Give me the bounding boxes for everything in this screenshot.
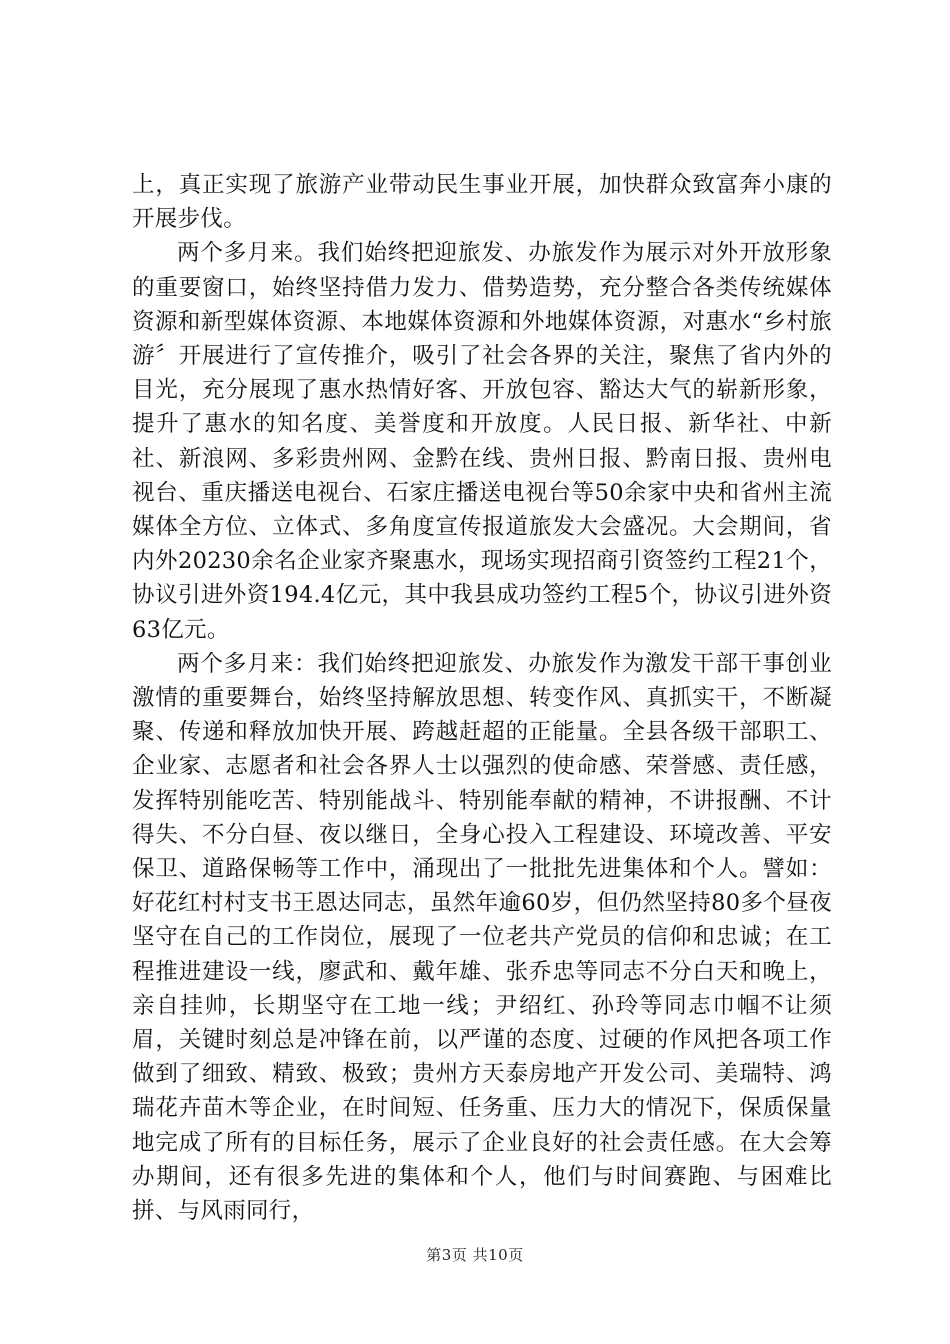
body-text <box>132 168 832 1228</box>
paragraph-2: 两个多月来。我们始终把迎旅发、办旅发作为展示对外开放形象的重要窗口，始终坚持借力发力、借势造势，充分整合各类传统媒体资源和新型媒体资源、本地媒体资源和外地媒体资源，对惠水“乡村旅游〞开展进行了宣传推介，吸引了社会各界的关注，聚焦了省内外的目光，充分展现了惠水热情好客、开放包容、豁达大气的崭新形象，提升了惠水的知名度、美誉度和开放度。人民日报、新华社、中新社、新浪网、多彩贵州网、金黔在线、贵州日报、黔南日报、贵州电视台、重庆播送电视台、石家庄播送电视台等50余家中央和省州主流媒体全方位、立体式、多角度宣传报道旅发大会盛况。大会期间，省内外20230余名企业家齐聚惠水，现场实现招商引资签约工程21个，协议引进外资194.4亿元，其中我县成功签约工程5个，协议引进外资63亿元。 <box>132 240 832 643</box>
page-number-footer: 第3页 共10页 <box>426 1246 524 1264</box>
paragraph-3: 两个多月来：我们始终把迎旅发、办旅发作为激发干部干事创业激情的重要舞台，始终坚持解放思想、转变作风、真抓实干，不断凝聚、传递和释放加快开展、跨越赶超的正能量。全县各级干部职工、企业家、志愿者和社会各界人士以强烈的使命感、荣誉感、责任感，发挥特别能吃苦、特别能战斗、特别能奉献的精神，不讲报酬、不计得失、不分白昼、夜以继日，全身心投入工程建设、环境改善、平安保卫、道路保畅等工作中，涌现出了一批批先进集体和个人。譬如：好花红村村支书王恩达同志，虽然年逾60岁，但仍然坚持80多个昼夜坚守在自己的工作岗位，展现了一位老共产党员的信仰和忠诚；在工程推进建设一线，廖武和、戴年雄、张乔忠等同志不分白天和晚上，亲自挂帅，长期坚守在工地一线；尹绍红、孙玲等同志巾帼不让须眉，关键时刻总是冲锋在前，以严谨的态度、过硬的作风把各项工作做到了细致、精致、极致；贵州方天泰房地产开发公司、美瑞特、鸿瑞花卉苗木等企业，在时间短、任务重、压力大的情况下，保质保量地完成了所有的目标任务，展示了企业良好的社会责任感。在大会筹办期间，还有很多先进的集体和个人，他们与时间赛跑、与困难比拼、与风雨同行， <box>132 650 832 1225</box>
paragraph-1: 上，真正实现了旅游产业带动民生事业开展，加快群众致富奔小康的开展步伐。 <box>132 172 832 233</box>
